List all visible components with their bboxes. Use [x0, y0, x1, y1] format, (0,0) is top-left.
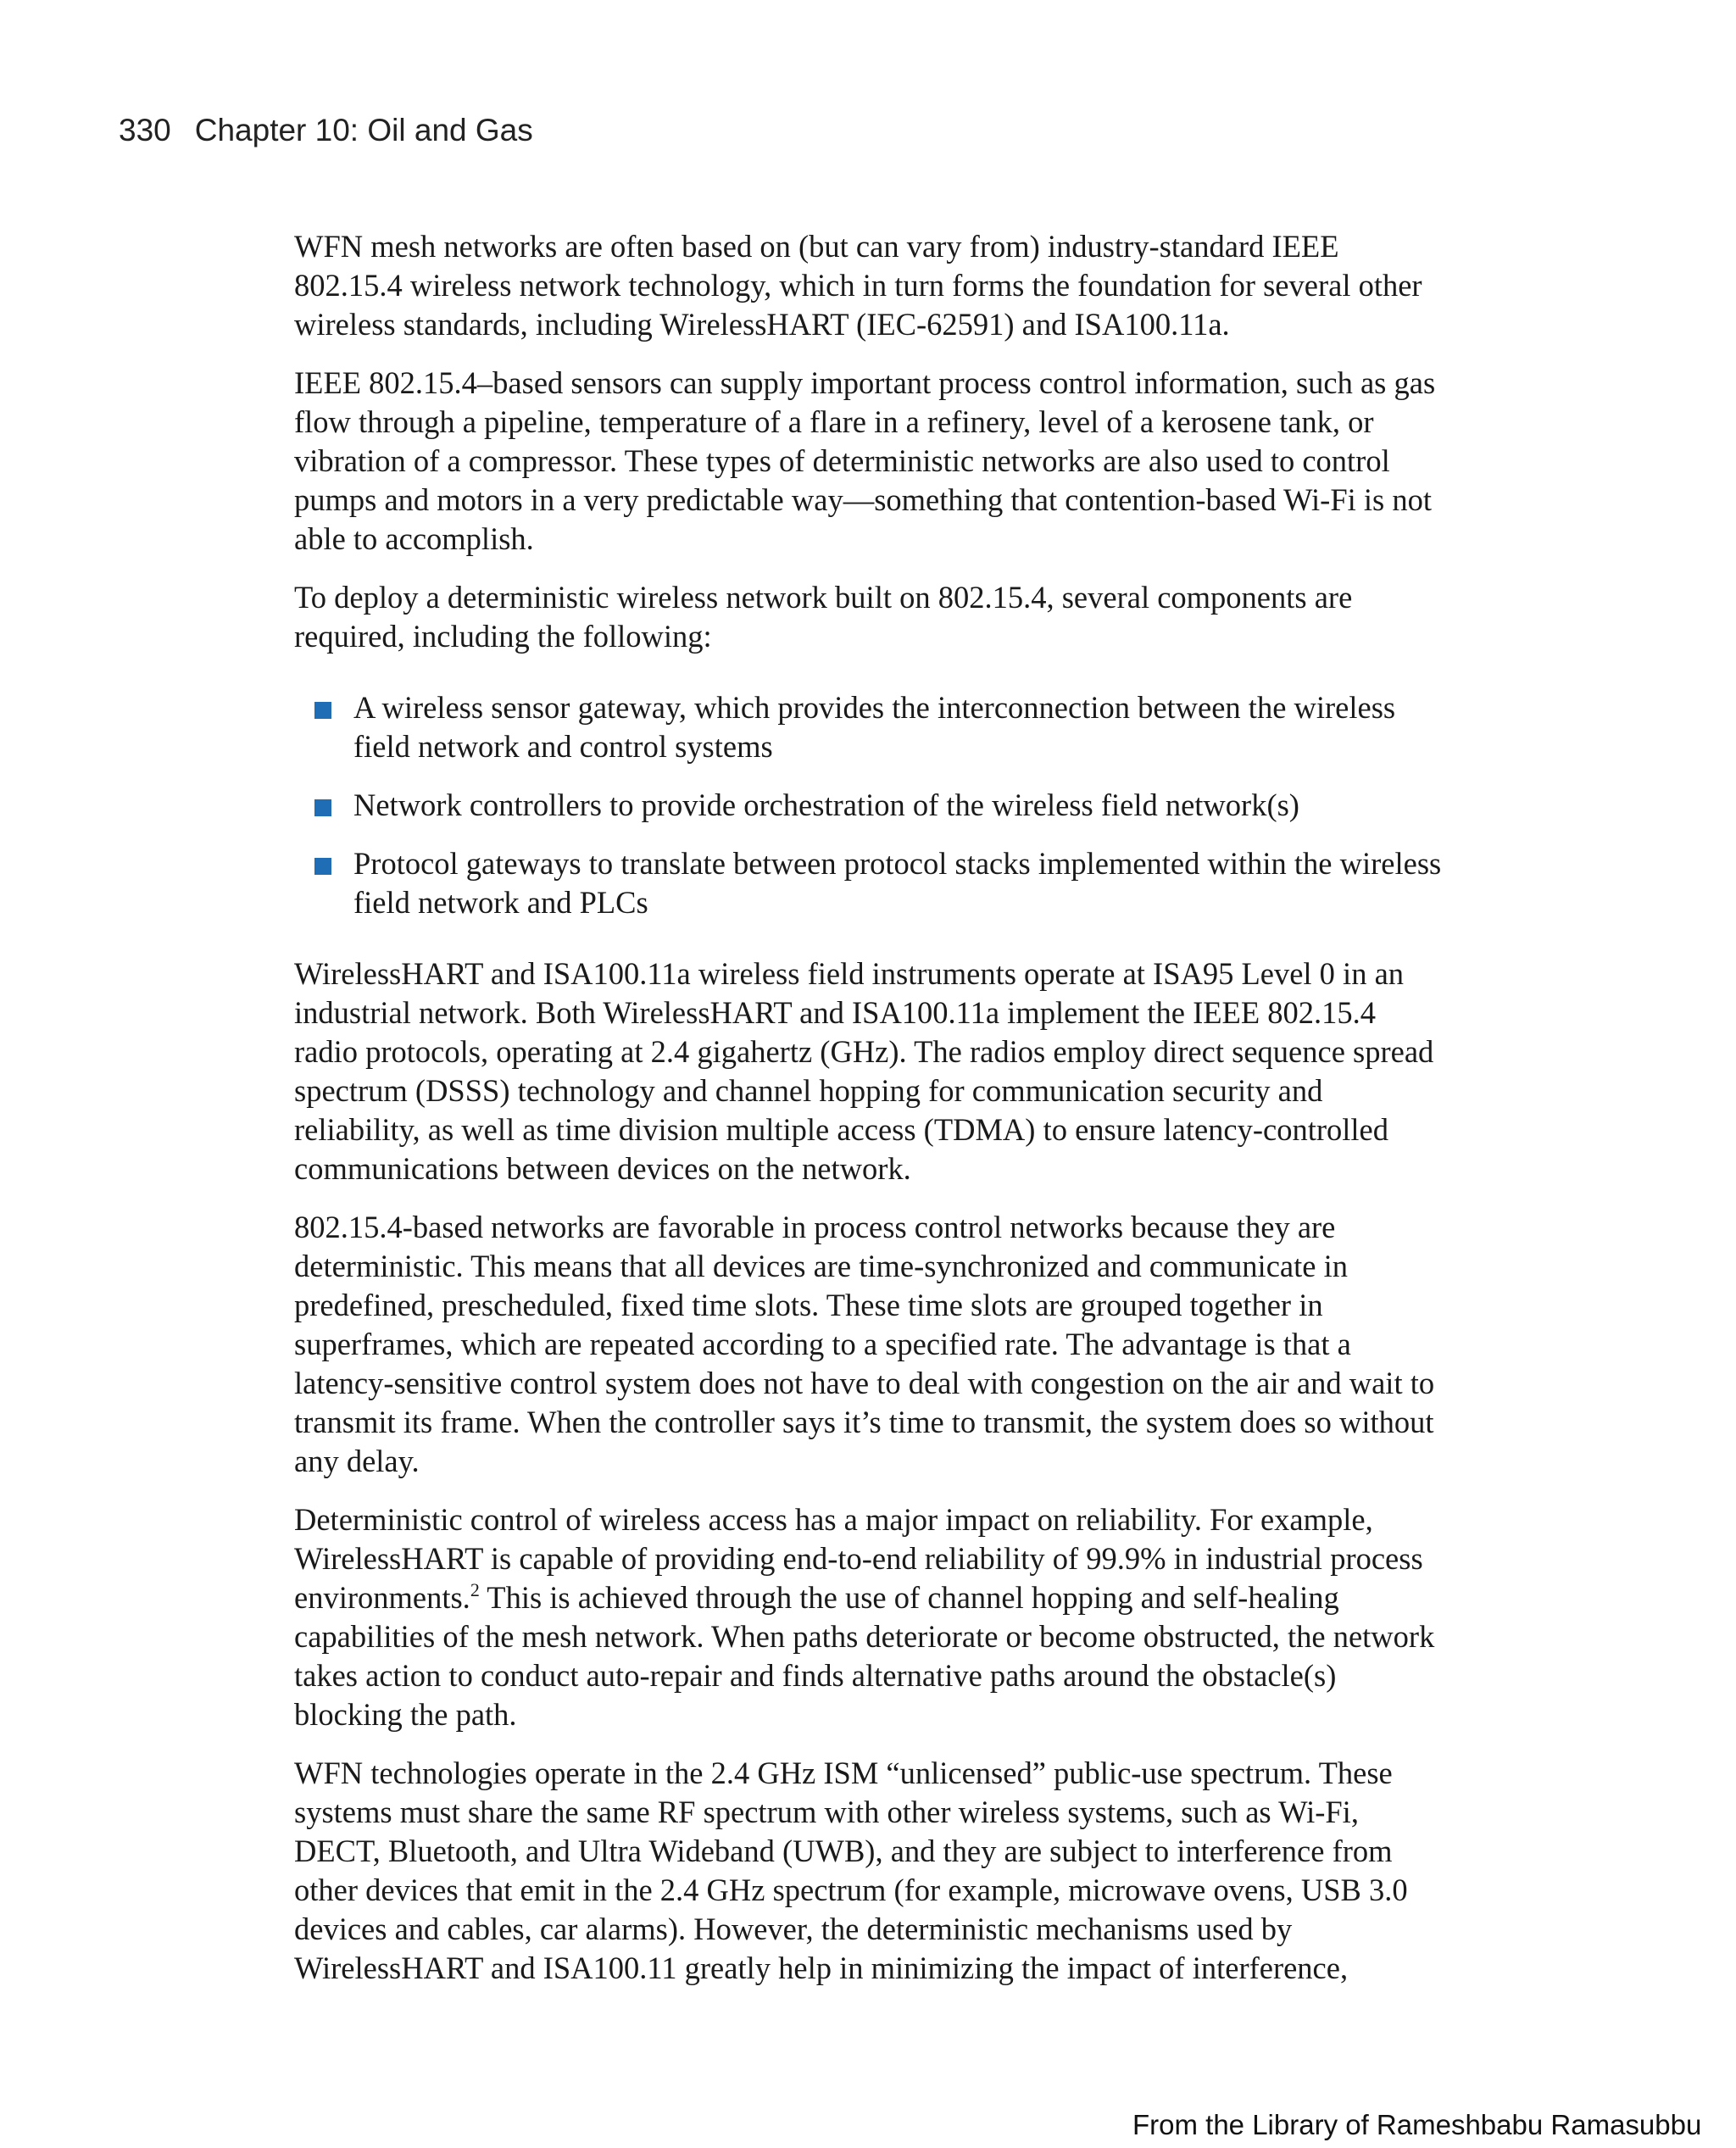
component-list: [294, 688, 1447, 922]
square-bullet-icon: [314, 858, 331, 875]
paragraph-deploy-intro: To deploy a deterministic wireless network built on 802.15.4, several components are required, including the following:: [294, 580, 1353, 654]
paragraph-ieee-sensors: IEEE 802.15.4–based sensors can supply important process control information, such as gas flow through a pipeline, temperature of a flare in a refinery, level of a kerosene tank, or vibration of a compressor. These types of deterministic networks are also used to control pumps and motors in a very predictable way—something that contention-based Wi-Fi is not able to accomplish.: [294, 365, 1436, 556]
list-item: [294, 688, 1447, 766]
reliability-text-start: Deterministic control of wireless access has a major impact on reliability. For example, WirelessHART is capable of providing end-to-end reliability of 99.9% in industrial process environments.: [294, 1502, 1423, 1615]
page-number: 330: [119, 113, 171, 147]
paragraph-reliability: [294, 1500, 1447, 1734]
list-item: [294, 786, 1447, 825]
list-item-text: Protocol gateways to translate between protocol stacks implemented within the wireless field network and PLCs: [353, 846, 1442, 920]
list-item: [294, 844, 1447, 922]
square-bullet-icon: [314, 702, 331, 719]
paragraph-wfn-mesh: WFN mesh networks are often based on (but can vary from) industry-standard IEEE 802.15.4 wireless network technology, which in turn forms the foundation for several other wireless standards, including WirelessHART (IEC-62591) and ISA100.11a.: [294, 229, 1422, 342]
reliability-text-end: This is achieved through the use of channel hopping and self-healing capabilities of the mesh network. When paths deteriorate or become obstructed, the network takes action to conduct auto-repair and finds alternative paths around the obstacle(s) blocking the path.: [294, 1580, 1435, 1732]
paragraph-field-instruments: WirelessHART and ISA100.11a wireless field instruments operate at ISA95 Level 0 in an industrial network. Both WirelessHART and ISA100.11a implement the IEEE 802.15.4 radio protocols, operating at 2.4 gigahertz (GHz). The radios employ direct sequence spread spectrum (DSSS) technology and channel hopping for communication security and reliability, as well as time division multiple access (TDMA) to ensure latency-controlled communications between devices on the network.: [294, 956, 1434, 1186]
list-item-text: Network controllers to provide orchestration of the wireless field network(s): [353, 787, 1299, 822]
chapter-title: Chapter 10: Oil and Gas: [194, 113, 533, 147]
footnote-marker: 2: [470, 1579, 480, 1600]
square-bullet-icon: [314, 799, 331, 816]
paragraph-deterministic: 802.15.4-based networks are favorable in process control networks because they are deterministic. This means that all devices are time-synchronized and communicate in predefined, prescheduled, fixed time slots. These time slots are grouped together in superframes, which are repeated according to a specified rate. The advantage is that a latency-sensitive control system does not have to deal with congestion on the air and wait to transmit its frame. When the controller says it’s time to transmit, the system does so without any delay.: [294, 1210, 1435, 1478]
paragraph-ism-spectrum: WFN technologies operate in the 2.4 GHz ISM “unlicensed” public-use spectrum. These systems must share the same RF spectrum with other wireless systems, such as Wi-Fi, DECT, Bluetooth, and Ultra Wideband (UWB), and they are subject to interference from other devices that emit in the 2.4 GHz spectrum (for example, microwave ovens, USB 3.0 devices and cables, car alarms). However, the deterministic mechanisms used by WirelessHART and ISA100.11 greatly help in minimizing the impact of interference,: [294, 1756, 1408, 1985]
body-text: [294, 227, 1447, 2007]
list-item-text: A wireless sensor gateway, which provides the interconnection between the wireless field network and control systems: [353, 690, 1396, 764]
library-watermark: From the Library of Rameshbabu Ramasubbu: [1132, 2109, 1702, 2140]
running-head: [119, 113, 533, 148]
